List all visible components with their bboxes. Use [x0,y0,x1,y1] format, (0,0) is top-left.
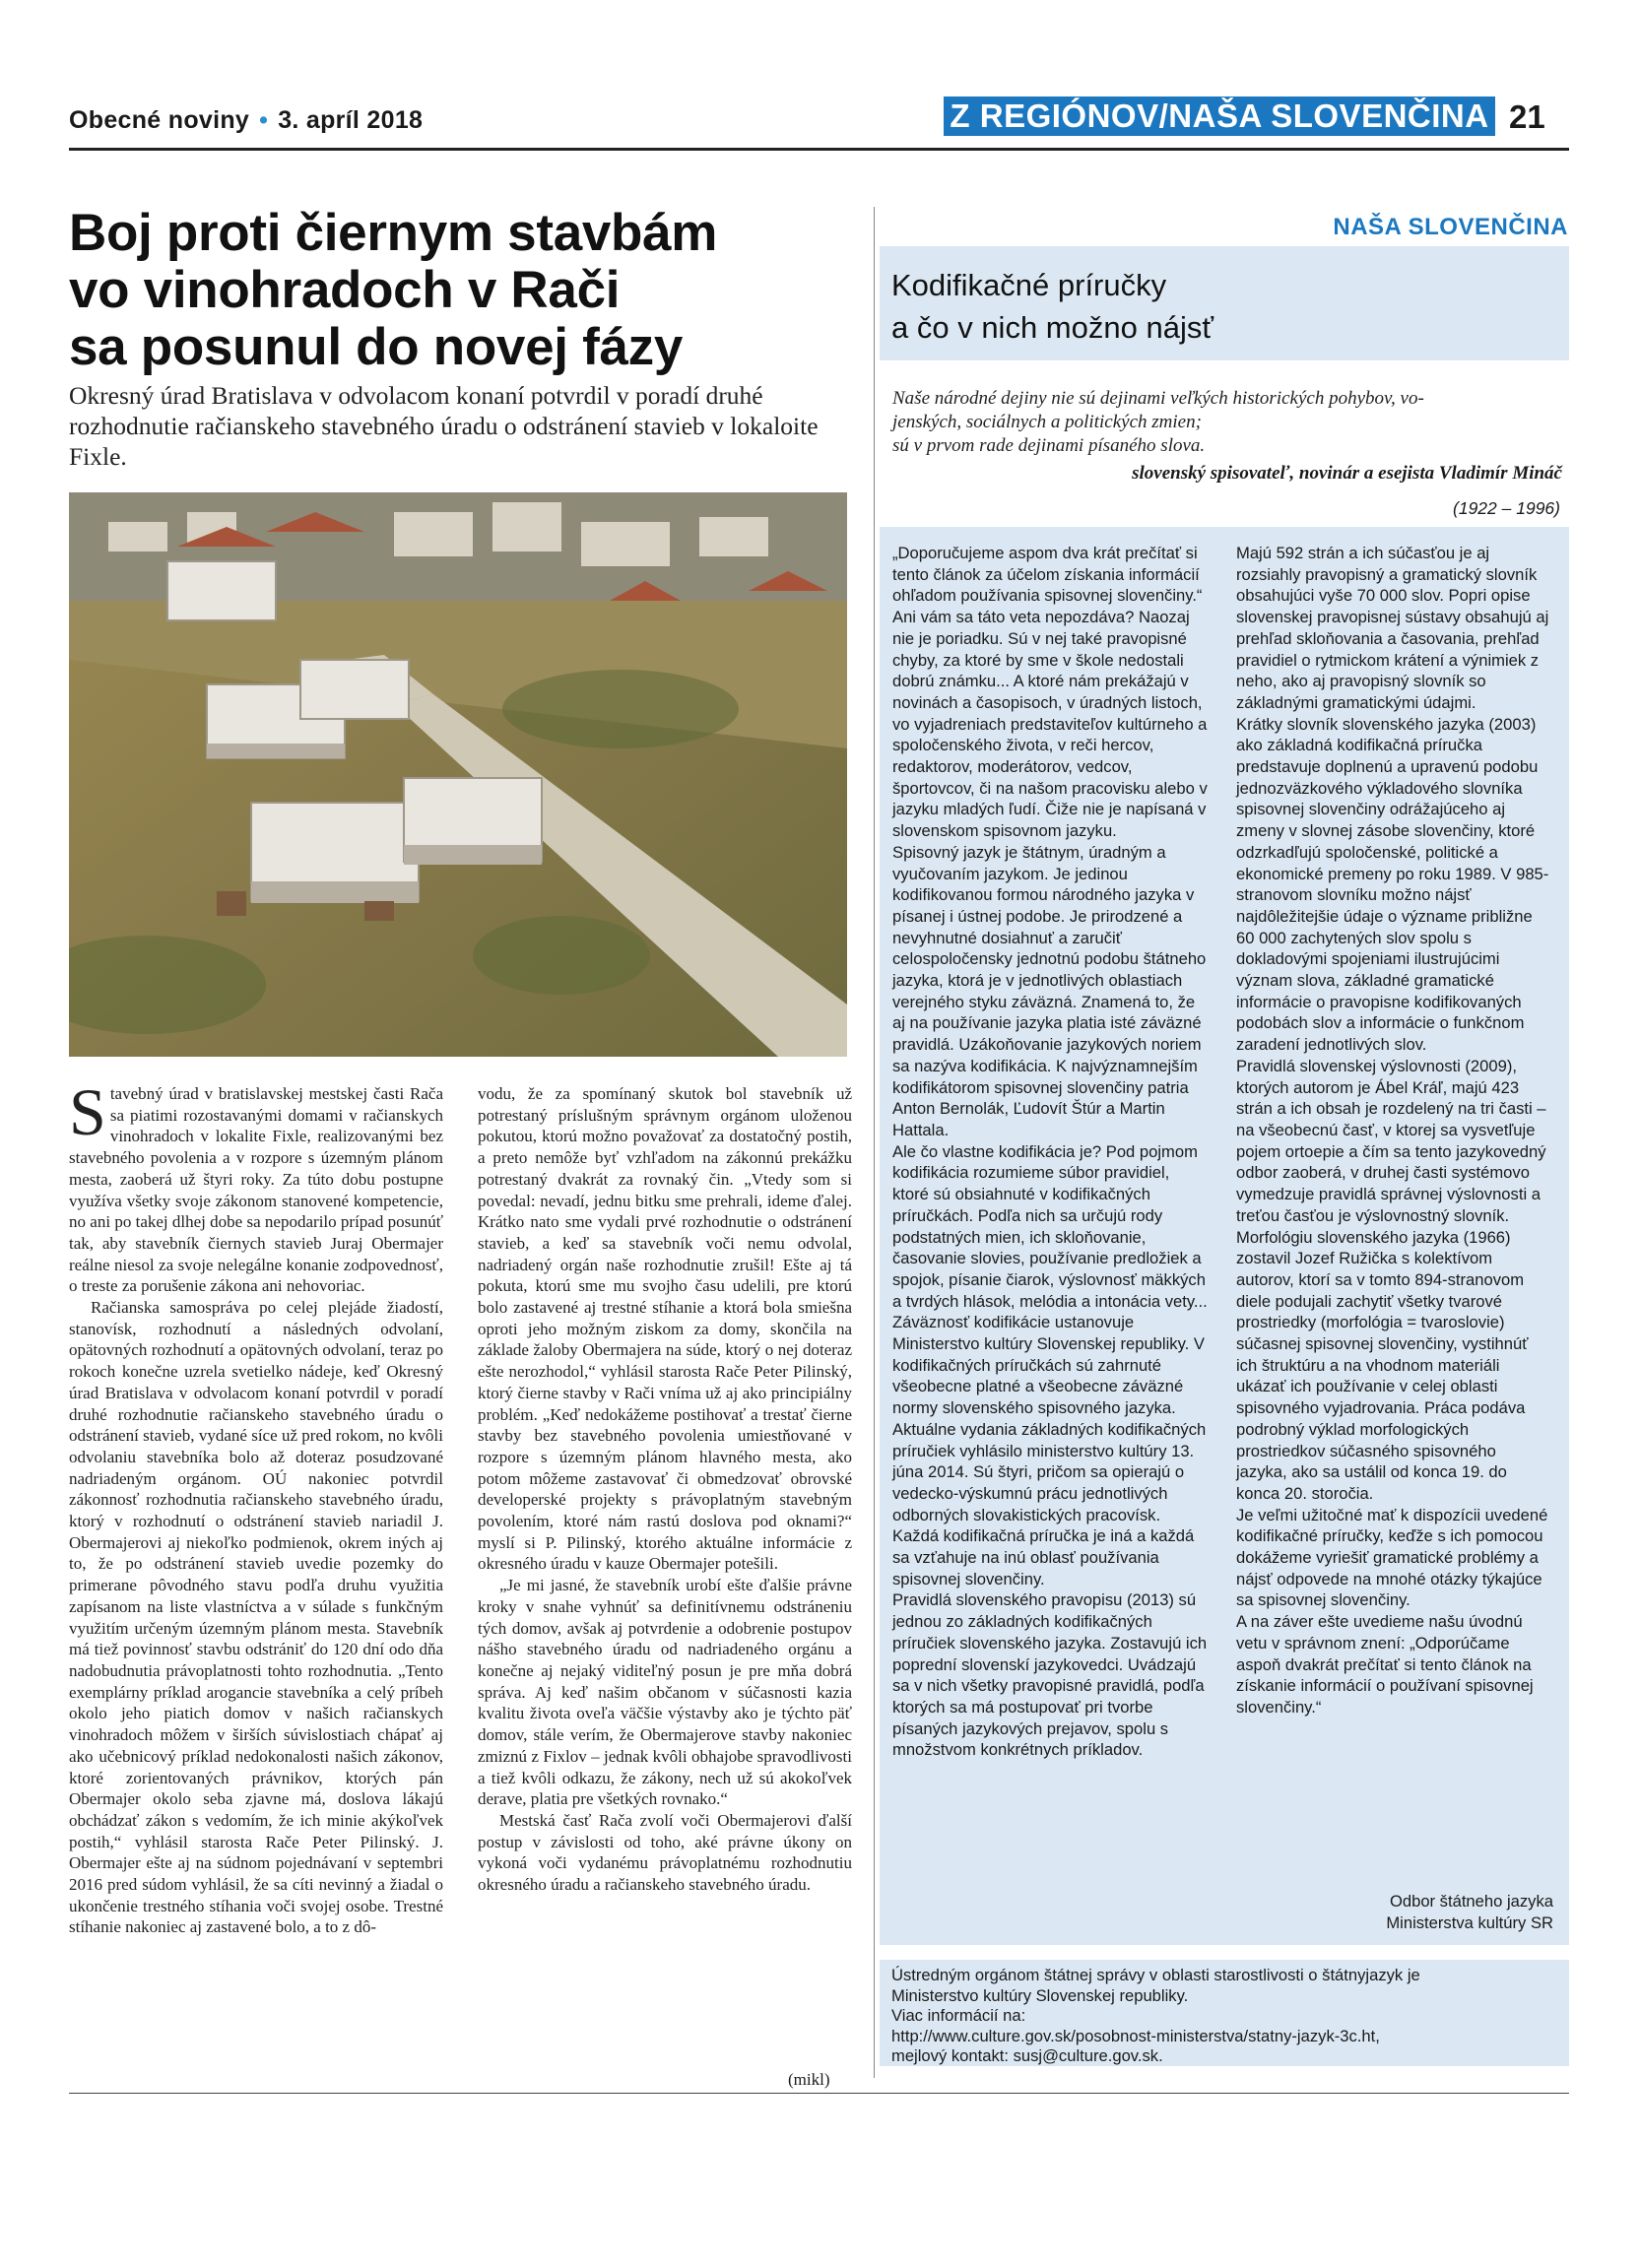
article-byline: (mikl) [788,2070,830,2089]
article-paragraph: vodu, že za spomínaný skutok bol stavebník už potrestaný príslušným správnym orgánom uloženou pokutou, ktorú možno považovať za dostatočný postih, a preto nemôže byť vzhľadom na zákonnú prekážku potrestaný dvakrát za rovnaký čin. „Vtedy som si povedal: nevadí, jednu bitku sme prehrali, ideme ďalej. Krátko nato sme vydali prvé rozhodnutie o odstránení stavieb, a keď sa stavebník voči nemu odvolal, nadriadený orgán naše rozhodnutie zrušil! Ešte aj tá pokuta, ktorú sme mu svojho času udelili, pre ktorú bolo zastavené aj trestné stíhanie a ktorá bola smiešna oproti jeho možným ziskom za domy, skončila na základe žaloby Obermajera na súde, ktorý o nej doteraz ešte nerozhodol,“ vyhlásil starosta Rače Peter Pilinský, ktorý čierne stavby v Rači vníma už aj ako principiálny problém. „Keď nedokážeme postihovať a trestať čierne stavby bez stavebného povolenia umiestňované v rozpore s územným plánom hlavného mesta, ako potom môžeme zastavovať či obmedzovať obrovské developerské projekty s právoplatným stavebným povolením, ktoré nám rastú doslova pod oknami?“ myslí si P. Pilinský, ktorého aktuálne informácie z okresného úradu v kauze Obermajer potešili. [478,1084,852,1574]
dropcap: S [69,1074,106,1149]
sidebar-paragraph: Pravidlá slovenského pravopisu (2013) sú jednou zo základných kodifikačných príručiek slovenského jazyka. Zostavujú ich poprední slovenskí jazykovedci. Uvádzajú sa v nich všetky pravopisné pravidlá, podľa ktorých sa má postupovať pri tvorbe písaných jazykových prejavov, spolu s množstvom konkrétnych príkladov. [892,1590,1208,1760]
article-paragraph: Mestská časť Rača zvolí voči Obermajerovi ďalší postup v závislosti od toho, aké právne úkony on vykoná voči vydanému právoplatnému rozhodnutiu okresného úradu a račianskeho stavebného úradu. [478,1810,852,1895]
separator-dot: • [259,106,269,134]
sidebar-paragraph: Je veľmi užitočné mať k dispozícii uvedené kodifikačné príručky, keďže s ich pomocou dokážeme vyriešiť gramatické problémy a nájsť odpovede na mnohé otázky týkajúce sa spisovnej slovenčiny. [1236,1505,1548,1610]
sidebar-title-line: a čo v nich možno nájsť [891,310,1214,345]
sidebar-signature [1236,1891,1553,1934]
article-paragraph: Račianska samospráva po celej plejáde žiadostí, stanovísk, rozhodnutí a následných odvolaní, opätovných rozhodnutí a opätovných odvolaní, teraz po rokoch konečne uzrela svetielko nádeje, keď Okresný úrad Bratislava v odvolacom konaní potvrdil v poradí druhé rozhodnutie račianskeho stavebného úradu o odstránení stavieb, vydané síce už pred rokom, no kvôli odvolaniu stavebníka bolo až doteraz posudzované nadriadeným orgánom. OÚ nakoniec potvrdil zákonnosť rozhodnutia račianskeho stavebného úradu, ktorý v rozhodnutí o odstránení stavieb nariadil J. Obermajerovi aj niekoľko podmienok, okrem iných aj to, že po odstránení stavieb uvedie pozemky do primerane pôvodného stavu podľa druhu využitia zapísanom na liste vlastníctva a v súlade s funkčným využitím určeným územným plánom mesta. Stavebník má tiež povinnosť stavbu odstrániť do 120 dní odo dňa nadobudnutia právoplatnosti tohto rozhodnutia. „Tento exemplárny príklad arogancie stavebníka a celý príbeh okolo jeho piatich domov v našich račianskych vinohradoch môžem v širších súvislostiach chápať aj ako učebnicový príklad nedokonalosti našich zákonov, ktoré zorientovaných právnikov, ktorých pán Obermajer okolo seba zjavne má, doslova lákajú obchádzať zákon s vedomím, že ich minie akýkoľvek postih,“ vyhlásil starosta Rače Peter Pilinský. J. Obermajer ešte aj na súdnom pojednávaní v septembri 2016 pred súdom vyhlásil, že sa cíti nevinný a žiadal o ukončenie trestného stíhania voči svojej osobe. Trestné stíhanie nakoniec aj zastavené bolo, a to z dô- [69,1298,443,1937]
page-number: 21 [1509,98,1545,135]
section-tag: Z REGIÓNOV/NAŠA SLOVENČINA [944,97,1495,136]
sidebar-title [891,264,1561,349]
info-link[interactable]: http://www.culture.gov.sk/posobnost-ministerstva/statny-jazyk-3c.ht, [891,2026,1380,2045]
quote-author-years: (1922 – 1996) [1453,498,1560,518]
sidebar-section-label: NAŠA SLOVENČINA [1333,214,1568,240]
article-paragraph: „Je mi jasné, že stavebník urobí ešte ďalšie právne kroky v snahe vyhnúť sa definitívnemu odstráneniu tých domov, avšak aj potvrdenie a odobrenie postupov nášho stavebného úradu od nadriadeného orgánu a konečne aj nejaký viditeľný posun je pre mňa dobrá správa. Aj keď našim občanom v súčasnosti kazia kvalitu života oveľa väčšie výstavby ako je týchto päť domov, stále verím, že Obermajerove stavby nakoniec zmiznú z Fixlov – jednak kvôli obhajobe spravodlivosti a tiež kvôli odkazu, že zákony, nech už sú akokoľvek derave, platia pre všetkých rovnako.“ [478,1576,852,1809]
top-rule [69,148,1569,151]
masthead [69,106,423,135]
sidebar-paragraph: Spisovný jazyk je štátnym, úradným a vyučovaním jazykom. Je jedinou kodifikovanou formou národného jazyka v písanej i ústnej podobe. Je prirodzené a nevyhnutné dosiahnuť a zaručiť celospoločensky jednotnú podobu štátneho jazyka, ktorá je v jednotlivých oblastiach verejného styku záväzná. Znamená to, že aj na používanie jazyka platia isté záväzné pravidlá. Uzákoňovanie jazykových noriem sa nazýva kodifikácia. K najvýznamnejším kodifikátorom spisovnej slovenčiny patria Anton Bernolák, Ľudovít Štúr a Martin Hattala. [892,842,1207,1139]
article-headline [69,205,857,376]
issue-date: 3. apríl 2018 [278,106,424,134]
sidebar-paragraph: Ale čo vlastne kodifikácia je? Pod pojmom kodifikácia rozumieme súbor pravidiel, ktoré sú obsiahnuté v kodifikačných príručkách. Podľa nich sa určujú rody podstatných mien, ich skloňovanie, časovanie slovies, používanie predložiek a spojok, písanie čiarok, výslovnosť mäkkých a tvrdých hlások, melódia a intonácia vety... Záväznosť kodifikácie ustanovuje Ministerstvo kultúry Slovenskej republiky. V kodifikačných príručkách sú zahrnuté všeobecne platné a všeobecne záväzné normy slovenského spisovného jazyka. [892,1141,1208,1418]
article-column-2 [478,1083,852,1896]
quote-line: jenských, sociálnych a politických zmien; [892,412,1202,432]
article-lead: Okresný úrad Bratislava v odvolacom konaní potvrdil v poradí druhé rozhodnutie račianskeho stavebného úradu o odstránení stavieb v lokaloite Fixle. [69,381,819,471]
headline-line: sa posunul do novej fázy [69,318,684,376]
sidebar-paragraph: „Doporučujeme aspom dva krát prečítať si tento článok za účelom získania informácií ohľadom používania spisovnej slovenčiny.“ Ani vám sa táto veta nepozdáva? Naozaj nie je poriadku. Sú v nej také pravopisné chyby, za ktoré by sme v škole nedostali dobrú známku... A ktoré nám prekážajú v novinách a časopisoch, v úradných listoch, vo vyjadreniach predstaviteľov kultúrneho a spoločenského života, v reči hercov, redaktorov, moderátorov, vedcov, športovcov, či na našom pracovisku alebo v jazyku mladých ľudí. Čiže nie je napísaná v slovenskom spisovnom jazyku. [892,544,1208,841]
sidebar-quote [892,387,1562,458]
publication-name: Obecné noviny [69,106,250,134]
headline-line: Boj proti čiernym stavbám [69,204,718,262]
sidebar-paragraph: Majú 592 strán a ich súčasťou je aj rozsiahly pravopisný a gramatický slovník obsahujúci vyše 70 000 slov. Popri opise slovenskej pravopisnej sústavy obsahujú aj prehľad skloňovania a časovania, prehľad pravidiel o rytmickom krátení a výnimiek z neho, ako aj pravopisný slovník so základnými gramatickými údajmi. [1236,544,1549,712]
sidebar-title-line: Kodifikačné príručky [891,268,1167,302]
article-column-1 [69,1074,443,1938]
aerial-photo-image [69,492,847,1057]
quote-author: slovenský spisovateľ, novinár a esejista Vladimír Mináč [1132,463,1562,484]
info-text [891,1966,1561,2067]
info-email[interactable]: mejlový kontakt: susj@culture.gov.sk. [891,2046,1163,2065]
article-paragraph: Stavebný úrad v bratislavskej mestskej časti Rača sa piatimi rozostavanými domami v račianskych vinohradoch v lokalite Fixle, realizovanými bez stavebného povolenia a v rozpore s územným plánom mesta, zaoberá už štyri roky. Za túto dobu postupne využíva všetky svoje zákonom stanovené kompetencie, no ani po takej dlhej dobe sa nepodarilo prípad posunúť tak, aby stavebník čiernych stavieb Juraj Obermajer reálne niesol za svoje nelegálne konanie zodpovednosť, o treste za porušenie zákona ani nehovoriac. [69,1074,443,1296]
bottom-rule [69,2093,1569,2094]
sidebar-paragraph: A na záver ešte uvedieme našu úvodnú vetu v správnom znení: „Odporúčame aspoň dvakrát prečítať si tento článok na získanie informácií o používaní spisovnej slovenčiny.“ [1236,1612,1534,1717]
info-line: Viac informácií na: [891,2006,1026,2025]
sidebar-column-2 [1236,543,1551,1718]
quote-line: sú v prvom rade dejinami písaného slova. [892,435,1206,456]
info-line: Ústredným orgánom štátnej správy v oblasti starostlivosti o štátnyjazyk je [891,1966,1420,1984]
article-photo [69,492,847,1057]
sidebar-column-1 [892,543,1208,1761]
signature-line: Odbor štátneho jazyka [1389,1892,1553,1911]
sidebar-paragraph: Aktuálne vydania základných kodifikačných príručiek vyhlásilo ministerstvo kultúry 13. júna 2014. Sú štyri, pričom sa opierajú o vedecko-výskumnú prácu jednotlivých odborných slovakistických pracovísk. Každá kodifikačná príručka je iná a každá sa vzťahuje na inú oblasť používania spisovnej slovenčiny. [892,1419,1207,1588]
headline-line: vo vinohradoch v Rači [69,261,621,319]
sidebar-paragraph: Pravidlá slovenskej výslovnosti (2009), ktorých autorom je Ábel Kráľ, majú 423 strán a ich obsah je rozdelený na tri časti – na všeobecnú časť, v ktorej sa vysvetľuje pojem ortoepie a čím sa tento jazykovedný odbor zaoberá, v druhej časti systémovo vymedzuje pravidlá správnej výslovnosti a treťou časťou je výslovnostný slovník. [1236,1056,1546,1225]
sidebar-paragraph: Krátky slovník slovenského jazyka (2003) ako základná kodifikačná príručka predstavuje doplnenú a upravenú podobu jednozväzkového výkladového slovníka spisovnej slovenčiny odrážajúceho aj zmeny v slovnej zásobe slovenčiny, ktoré odzrkadľujú spoločenské, politické a ekonomické premeny po roku 1989. V 985-stranovom slovníku možno nájsť najdôležitejšie údaje o význame približne 60 000 zachytených slov spolu s dokladovými spojeniami ilustrujúcimi význam slova, základné gramatické informácie o pravopisne kodifikovaných podobách slov a informácie o funkčnom zaradení jednotlivých slov. [1236,714,1549,1055]
column-divider [874,207,875,2078]
info-line: Ministerstvo kultúry Slovenskej republiky. [891,1985,1189,2005]
sidebar-paragraph: Morfológiu slovenského jazyka (1966) zostavil Jozef Ružička s kolektívom autorov, ktorí sa v tomto 894-stranovom diele podujali zachytiť všetky tvarové prostriedky (morfológia = tvaroslovie) súčasnej spisovnej slovenčiny, vystihnúť ich štruktúru a na vhodnom materiáli ukázať ich používanie v celej oblasti spisovného vyjadrovania. Práca podáva podrobný výklad morfologických prostriedkov súčasného spisovného jazyka, ako sa ustálil od konca 19. do konca 20. storočia. [1236,1227,1529,1503]
quote-line: Naše národné dejiny nie sú dejinami veľkých historických pohybov, vo- [892,388,1424,409]
signature-line: Ministerstva kultúry SR [1386,1913,1553,1932]
